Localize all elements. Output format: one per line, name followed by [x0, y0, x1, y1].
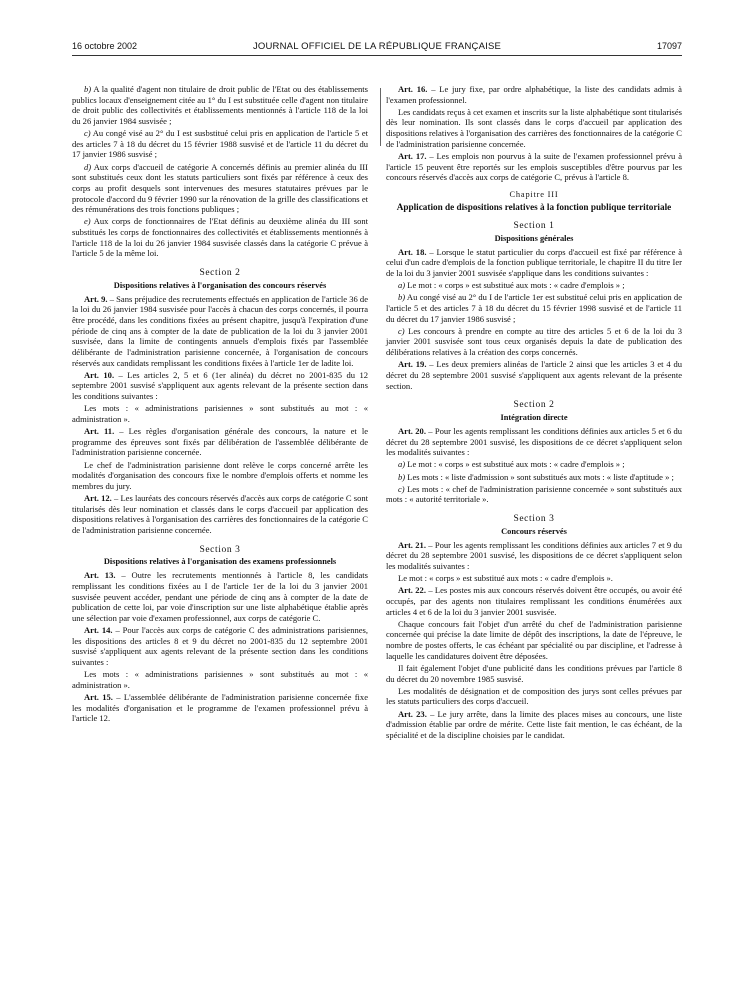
section-heading: Section 2 — [199, 268, 241, 278]
section-title: Dispositions relatives à l'organisation des concours réservés — [113, 280, 327, 290]
article-paragraph: Art. 10. – Les articles 2, 5 et 6 (1er alinéa) du décret no 2001-835 du 12 septembre 2001 susvisé s'appliquent aux agents relevant de la présente section dans les conditions suivantes : — [72, 369, 368, 402]
paragraph: Il fait également l'objet d'une publicité dans les conditions prévues par l'article 8 du décret du 20 novembre 1985 susvisé. — [386, 662, 682, 684]
paragraph: Le mot : « corps » est substitué aux mots : « cadre d'emplois ». — [398, 573, 613, 584]
paragraph: Les mots : « administrations parisiennes » sont substitués au mot : « administration ». — [72, 669, 368, 690]
paragraph: c) Les mots : « chef de l'administration parisienne concernée » sont substitués aux mots : « autorité territoriale ». — [386, 483, 682, 505]
article-paragraph: Art. 22. – Les postes mis aux concours réservés doivent être occupés, ou avoir été occupés, par des agents non titulaires remplissant les conditions énumérées aux articles 4 et 6 de la loi du 3 janvier 2001 susvisée. — [386, 585, 682, 617]
section-heading: Section 2 — [513, 400, 555, 411]
paragraph: d) Aux corps d'accueil de catégorie A concernés définis au premier alinéa du III sont substitués ceux dont les statuts particuliers sont fixés par référence à ceux des corps au profit desquels sont intervenues des mesures statutaires prévues par le protocole d'accord du 9 février 1990 sur la rénovation de la grille des classifications et des rémunérations des trois fonctions publiques ; — [72, 161, 368, 215]
header-rule — [72, 55, 682, 56]
article-paragraph: Art. 21. – Pour les agents remplissant les conditions définies aux articles 7 et 9 du décret du 28 septembre 2001 susvisé, les dispositions de ce décret s'appliquent selon les modalités suivantes : — [386, 539, 682, 571]
section-title: Dispositions relatives à l'organisation des examens professionnels — [103, 557, 337, 567]
left-column — [72, 84, 368, 725]
journal-title: JOURNAL OFFICIEL DE LA RÉPUBLIQUE FRANÇAISE — [252, 41, 502, 52]
paragraph: b) Au congé visé au 2° du I de l'article 1er est substitué celui pris en application de l'article 5 et des articles 7 à 18 du décret du 15 février 1998 susvisé et de l'article 11 du décret du 17 janvier 1986 susvisé ; — [386, 292, 682, 324]
paragraph: Les mots : « administrations parisiennes » sont substitués au mot : « administration ». — [72, 403, 368, 424]
right-column — [386, 84, 682, 742]
paragraph: a) Le mot : « corps » est substitué aux mots : « cadre d'emplois » ; — [398, 459, 625, 470]
paragraph: a) Le mot : « corps » est substitué aux mots : « cadre d'emplois » ; — [398, 280, 625, 291]
column-divider — [380, 88, 381, 146]
article-paragraph: Art. 17. – Les emplois non pourvus à la suite de l'examen professionnel prévu à l'article 15 peuvent être reportés sur les emplois susceptibles d'être pourvus par les concours réservés d'accès aux corps de catégorie C, prévus à l'article 8. — [386, 150, 682, 183]
section-title: Intégration directe — [500, 412, 568, 422]
chapter-title: Application de dispositions relatives à la fonction publique territoriale — [396, 201, 672, 212]
paragraph: b) A la qualité d'agent non titulaire de droit public de l'Etat ou des établissements publics locaux d'enseignement citée au 1° du I est substituée celle d'agent non titulaire de droit public des collectivités et établissements mentionnés à l'article 118 de la loi du 26 janvier 1984 susvisée ; — [72, 84, 368, 126]
paragraph: Les modalités de désignation et de composition des jurys sont celles prévues par les statuts particuliers des corps d'accueil. — [386, 685, 682, 707]
paragraph: c) Au congé visé au 2° du I est susbstitué celui pris en application de l'article 5 et des articles 7 à 18 du décret du 15 février 1988 susvisé et de l'article 11 du décret du 17 janvier 1986 susvisé ; — [72, 128, 368, 160]
paragraph: Les candidats reçus à cet examen et inscrits sur la liste alphabétique sont titularisés dès leur nomination. Ils sont classés dans le corps d'accueil par application des dispositions relatives à l'organisation des carrières des fonctionnaires de la catégorie C de l'administration parisienne concernée. — [386, 106, 682, 149]
article-paragraph: Art. 9. – Sans préjudice des recrutements effectués en application de l'article 36 de la loi du 26 janvier 1984 susvisée pour l'accès à chacun des corps concernés, il pourra être procédé, dans les conditions fixées au présent chapitre, jusqu'à l'expiration d'une période de cinq ans à compter de la date de publication de la loi du 3 janvier 2001 susvisée, dans la limite de contingents annuels d'emplois fixés par l'assemblée délibérante de l'administration parisienne concernée, à l'organisation de concours réservés aux candidats remplissant les conditions fixées à l'article 1er de ladite loi. — [72, 293, 368, 368]
chapter-heading: Chapitre III — [509, 189, 559, 199]
section-heading: Section 1 — [513, 221, 555, 232]
section-heading: Section 3 — [513, 514, 555, 524]
article-paragraph: Art. 23. – Le jury arrête, dans la limite des places mises au concours, une liste d'admission établie par ordre de mérite. Cette liste fait mention, le cas échéant, de la spécialité et de la discipline choisies par le candidat. — [386, 708, 682, 740]
article-paragraph: Art. 15. – L'assemblée délibérante de l'administration parisienne concernée fixe les modalités d'organisation et le programme de l'examen professionnel prévu à l'article 12. — [72, 691, 368, 724]
paragraph: b) Les mots : « liste d'admission » sont substitués aux mots : « liste d'aptitude » ; — [398, 471, 674, 482]
page-number: 17097 — [656, 41, 682, 51]
page-header — [72, 41, 682, 55]
section-title: Dispositions générales — [494, 233, 574, 243]
paragraph: Le chef de l'administration parisienne dont relève le corps concerné arrête les modalités d'organisation des concours fixe le nombre d'emplois offerts et nomme les membres du jury. — [72, 459, 368, 491]
issue-date: 16 octobre 2002 — [72, 41, 138, 51]
section-heading: Section 3 — [199, 544, 241, 555]
article-paragraph: Art. 13. – Outre les recrutements mentionnés à l'article 8, les candidats remplissant les conditions fixées au I de l'article 1er de la loi du 3 janvier 2001 susvisée peuvent accéder, pendant une période de cinq ans à compter de la date de publication de cette loi, par voie d'inscription sur une liste alphabétique établie après une sélection par voie d'examen professionnel, aux corps de catégorie C. — [72, 570, 368, 623]
article-paragraph: Art. 12. – Les lauréats des concours réservés d'accès aux corps de catégorie C sont titularisés dès leur nomination et classés dans le corps d'accueil par application des dispositions relatives à l'organisation des carrières des fonctionnaires de la catégorie C de l'administration parisienne concernée. — [72, 492, 369, 535]
article-paragraph: Art. 14. – Pour l'accès aux corps de catégorie C des administrations parisiennes, les dispositions des articles 8 et 9 du décret no 2001-835 du 12 septembre 2001 susvisé s'appliquent aux agents relevant de la présente section dans les conditions suivantes : — [72, 625, 368, 667]
article-paragraph: Art. 16. – Le jury fixe, par ordre alphabétique, la liste des candidats admis à l'examen professionnel. — [386, 84, 682, 105]
article-paragraph: Art. 11. – Les règles d'organisation générale des concours, la nature et le programme des épreuves sont fixés par délibération de l'assemblée délibérante de l'administration parisienne concernée. — [72, 426, 368, 458]
paragraph: e) Aux corps de fonctionnaires de l'Etat définis au deuxième alinéa du III sont substitués les corps de fonctionnaires des collectivités et établissements mentionnés à l'article 118 de la loi du 26 janvier 1984 susvisée classés dans la catégorie C prévue à l'article 5 de la même loi. — [72, 216, 368, 259]
article-paragraph: Art. 18. – Lorsque le statut particulier du corps d'accueil est fixé par référence à celui d'un cadre d'emplois de la fonction publique territoriale, le chapitre II du titre Ier de la loi du 3 janvier 2001 susvisée s'applique dans les conditions suivantes : — [386, 246, 683, 279]
paragraph: Chaque concours fait l'objet d'un arrêté du chef de l'administration parisienne concernée qui précise la date limite de dépôt des inscriptions, la date de l'épreuve, le nombre de postes offerts, le cas échéant par spécialité ou par discipline, et l'adresse à laquelle les candidatures doivent être déposées. — [386, 618, 682, 661]
paragraph: c) Les concours à prendre en compte au titre des articles 5 et 6 de la loi du 3 janvier 2001 susvisée sont tous ceux organisés depuis la date de publication des délibérations relatives à la création des corps concernés. — [386, 325, 683, 358]
article-paragraph: Art. 20. – Pour les agents remplissant les conditions définies aux articles 5 et 6 du décret du 28 septembre 2001 susvisé, les dispositions de ce décret s'appliquent selon les modalités suivantes : — [386, 425, 682, 458]
article-paragraph: Art. 19. – Les deux premiers alinéas de l'article 2 ainsi que les articles 3 et 4 du décret du 28 septembre 2001 susvisé s'appliquent aux agents relevant de la présente section. — [386, 359, 682, 391]
section-title: Concours réservés — [501, 526, 567, 536]
